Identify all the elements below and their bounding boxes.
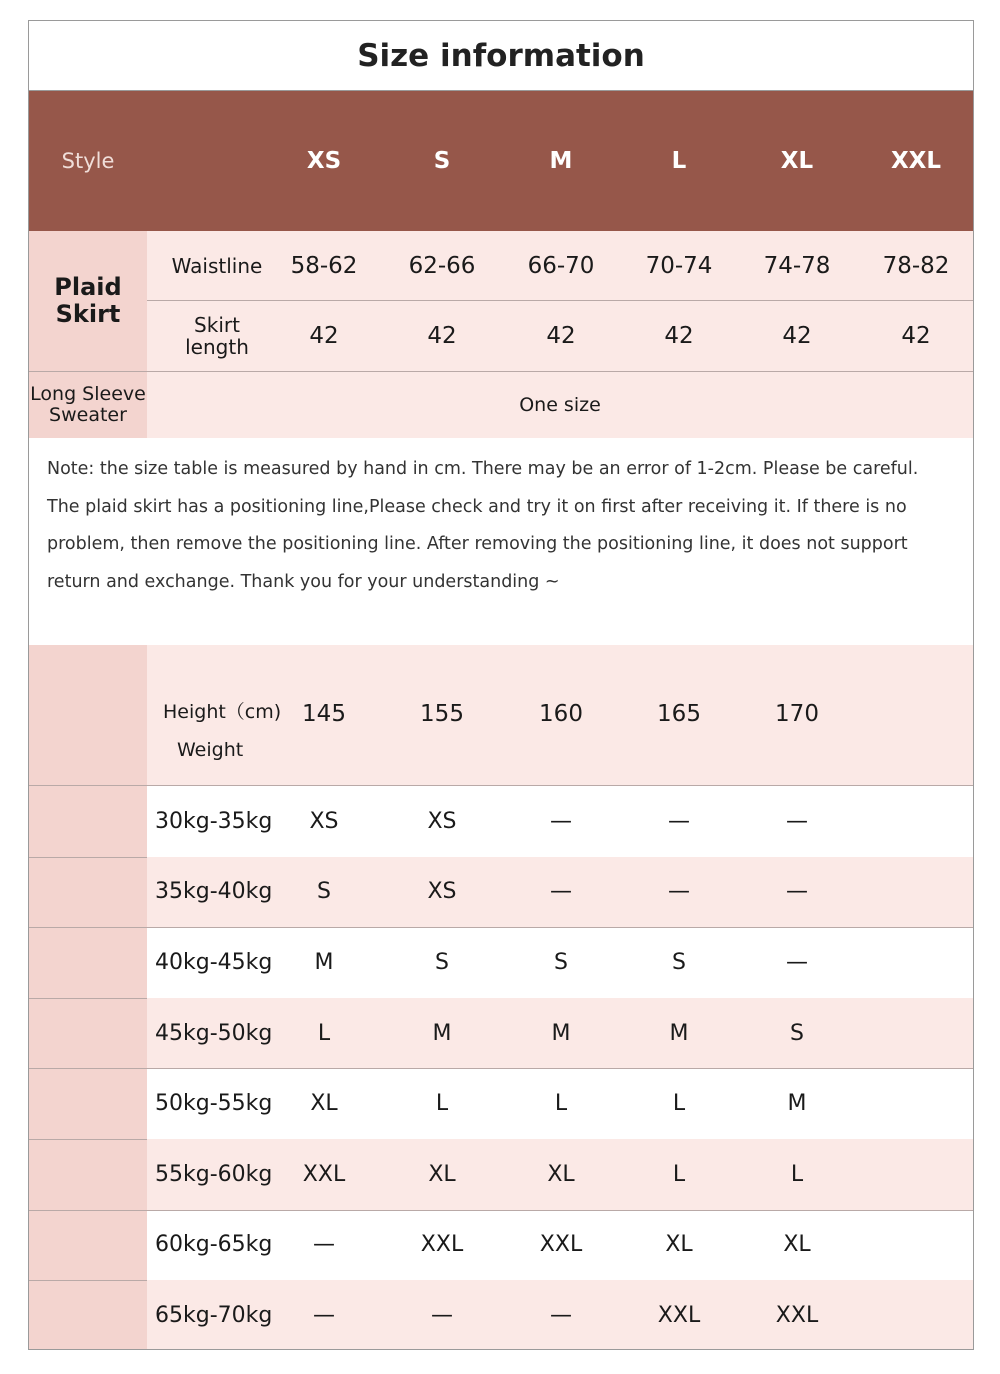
skirt-length-xs: 42: [309, 323, 339, 349]
waistline-s: 62-66: [408, 252, 476, 279]
recommended-size: —: [313, 1302, 335, 1328]
recommended-size: M: [669, 1020, 689, 1046]
recommended-size: —: [550, 879, 572, 905]
recommended-size: —: [668, 808, 690, 834]
recommended-size: S: [435, 949, 449, 975]
recommended-size: XXL: [420, 1232, 464, 1258]
waistline-m: 66-70: [527, 252, 595, 279]
recommended-size: XS: [427, 808, 457, 834]
recommended-size: XS: [427, 879, 457, 905]
recommended-size: —: [786, 949, 808, 975]
recommended-size: S: [790, 1020, 804, 1046]
weight-range-label: 35kg-40kg: [155, 879, 273, 905]
sweater-size-value: One size: [519, 394, 601, 416]
page-title: Size information: [357, 37, 645, 74]
recommended-size: XL: [428, 1161, 456, 1187]
recommended-size: XL: [783, 1232, 811, 1258]
weight-range-label: 55kg-60kg: [155, 1161, 273, 1187]
skirt-length-m: 42: [546, 323, 576, 349]
skirt-length-xl: 42: [782, 323, 812, 349]
recommended-size: XXL: [657, 1302, 701, 1328]
height-155: 155: [420, 701, 464, 727]
recommended-size: XL: [310, 1091, 338, 1117]
skirt-group-cell: [29, 231, 147, 371]
waistline-l: 70-74: [645, 252, 713, 279]
skirt-length-xxl: 42: [901, 323, 931, 349]
size-header-l: L: [671, 148, 687, 174]
recommended-size: XL: [547, 1161, 575, 1187]
height-160: 160: [539, 701, 583, 727]
recommended-size: —: [313, 1232, 335, 1258]
weight-range-label: 30kg-35kg: [155, 808, 273, 834]
recommended-size: M: [314, 949, 334, 975]
waistline-label: Waistline: [171, 253, 263, 278]
recommended-size: L: [554, 1091, 568, 1117]
recommended-size: M: [432, 1020, 452, 1046]
size-header-m: M: [549, 148, 573, 174]
recommended-size: XS: [309, 808, 339, 834]
height-145: 145: [302, 701, 346, 727]
waistline-xl: 74-78: [763, 252, 831, 279]
note-line: Note: the size table is measured by hand in cm. There may be an error of 1-2cm. Please be careful.: [47, 459, 919, 479]
skirt-length-label: Skirt length: [185, 313, 249, 359]
title-row: [29, 21, 973, 91]
weight-range-label: 45kg-50kg: [155, 1020, 273, 1046]
recommended-size: —: [431, 1302, 453, 1328]
size-header-s: S: [433, 148, 451, 174]
recommended-size: L: [672, 1161, 686, 1187]
recommended-size: XXL: [302, 1161, 346, 1187]
recommended-size: M: [787, 1091, 807, 1117]
weight-range-label: 40kg-45kg: [155, 949, 273, 975]
note-block: [47, 451, 962, 601]
skirt-length-l: 42: [664, 323, 694, 349]
recommended-size: XL: [665, 1232, 693, 1258]
recommended-size: —: [786, 808, 808, 834]
note-line: The plaid skirt has a positioning line,Please check and try it on first after receiving it. If there is no problem, then remove the positioning line. After removing the positioning line, it does not support return and exchange. Thank you for your understanding ~: [47, 496, 908, 592]
recommended-size: XXL: [539, 1232, 583, 1258]
recommended-size: S: [672, 949, 686, 975]
recommended-size: S: [317, 879, 331, 905]
recommended-size: S: [554, 949, 568, 975]
style-label: Style: [61, 149, 115, 173]
waistline-xxl: 78-82: [882, 252, 950, 279]
height-170: 170: [775, 701, 819, 727]
height-label: Height（cm): [163, 701, 282, 723]
recommended-size: L: [317, 1020, 331, 1046]
recommended-size: XXL: [775, 1302, 819, 1328]
skirt-length-s: 42: [427, 323, 457, 349]
skirt-group-label: Plaid Skirt: [54, 273, 122, 328]
recommended-size: —: [550, 1302, 572, 1328]
weight-range-label: 60kg-65kg: [155, 1232, 273, 1258]
sweater-group-cell: [29, 372, 147, 438]
recommended-size: L: [672, 1091, 686, 1117]
recommended-size: L: [435, 1091, 449, 1117]
weight-label: Weight: [177, 739, 244, 761]
weight-range-label: 65kg-70kg: [155, 1302, 273, 1328]
recommended-size: L: [790, 1161, 804, 1187]
sweater-group-label: Long Sleeve Sweater: [30, 383, 146, 426]
recommended-size: —: [668, 879, 690, 905]
weight-range-label: 50kg-55kg: [155, 1091, 273, 1117]
recommended-size: —: [550, 808, 572, 834]
size-header-xl: XL: [780, 148, 814, 174]
size-chart: [28, 20, 974, 1350]
size-header-xxl: XXL: [890, 148, 942, 174]
size-header-xs: XS: [306, 148, 342, 174]
recommended-size: M: [551, 1020, 571, 1046]
height-165: 165: [657, 701, 701, 727]
waistline-xs: 58-62: [290, 252, 358, 279]
recommended-size: —: [786, 879, 808, 905]
